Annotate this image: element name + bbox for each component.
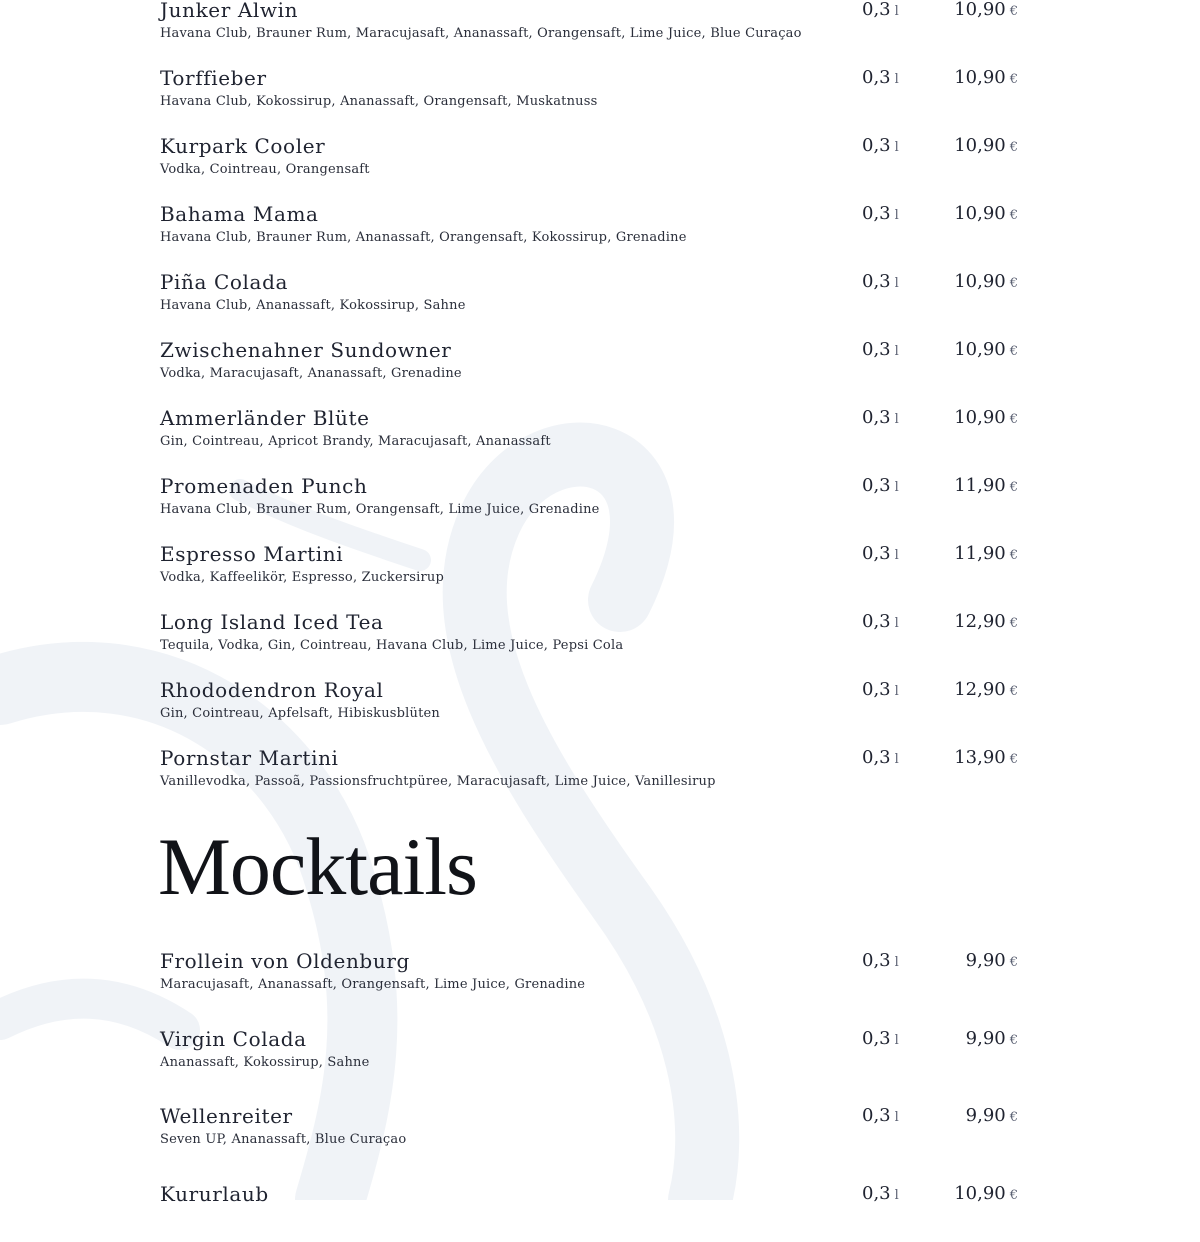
item-volume — [862, 679, 899, 700]
menu-item-espresso-martini — [160, 542, 1020, 602]
menu-item-virgin-colada — [160, 1027, 1020, 1087]
price-currency: € — [1009, 955, 1018, 970]
item-name: Rhododendron Royal — [160, 678, 384, 702]
price-value: 10,90 — [954, 67, 1006, 88]
item-name: Pornstar Martini — [160, 746, 339, 770]
item-volume — [862, 950, 899, 971]
item-volume — [862, 135, 899, 156]
item-volume — [862, 1183, 899, 1204]
item-volume — [862, 611, 899, 632]
item-price — [954, 747, 1018, 768]
item-ingredients: Tequila, Vodka, Gin, Cointreau, Havana Club, Lime Juice, Pepsi Cola — [160, 638, 624, 653]
volume-unit: l — [894, 276, 899, 291]
menu-item-ammerlaender-bluete — [160, 406, 1020, 466]
price-value: 10,90 — [954, 135, 1006, 156]
item-volume — [862, 0, 899, 20]
volume-unit: l — [894, 616, 899, 631]
item-price — [954, 339, 1018, 360]
item-price — [954, 543, 1018, 564]
item-ingredients: Havana Club, Brauner Rum, Maracujasaft, Ananassaft, Orangensaft, Lime Juice, Blue Curaçao — [160, 26, 802, 41]
item-volume — [862, 407, 899, 428]
item-volume — [862, 747, 899, 768]
item-ingredients: Havana Club, Ananassaft, Kokossirup, Sahne — [160, 298, 466, 313]
price-currency: € — [1009, 4, 1018, 19]
volume-unit: l — [894, 344, 899, 359]
volume-value: 0,3 — [862, 339, 891, 360]
volume-value: 0,3 — [862, 1105, 891, 1126]
menu-item-long-island-iced-tea — [160, 610, 1020, 670]
volume-value: 0,3 — [862, 543, 891, 564]
item-name: Kurpark Cooler — [160, 134, 326, 158]
price-value: 13,90 — [954, 747, 1006, 768]
item-ingredients: Havana Club, Brauner Rum, Ananassaft, Orangensaft, Kokossirup, Grenadine — [160, 230, 687, 245]
price-value: 11,90 — [954, 475, 1006, 496]
volume-value: 0,3 — [862, 1028, 891, 1049]
menu-item-pornstar-martini — [160, 746, 1020, 806]
item-volume — [862, 339, 899, 360]
item-price — [954, 475, 1018, 496]
volume-unit: l — [894, 1188, 899, 1203]
price-value: 12,90 — [954, 679, 1006, 700]
volume-value: 0,3 — [862, 747, 891, 768]
item-ingredients: Seven UP, Ananassaft, Blue Curaçao — [160, 1132, 407, 1147]
item-ingredients: Maracujasaft, Ananassaft, Orangensaft, Lime Juice, Grenadine — [160, 977, 586, 992]
volume-value: 0,3 — [862, 475, 891, 496]
item-price — [954, 271, 1018, 292]
item-price — [966, 1028, 1018, 1049]
price-currency: € — [1009, 344, 1018, 359]
item-name: Bahama Mama — [160, 202, 319, 226]
volume-unit: l — [894, 208, 899, 223]
volume-value: 0,3 — [862, 135, 891, 156]
price-currency: € — [1009, 548, 1018, 563]
item-price — [954, 0, 1018, 20]
menu-item-zwischenahner-sundowner — [160, 338, 1020, 398]
item-name: Wellenreiter — [160, 1104, 293, 1128]
item-price — [954, 1183, 1018, 1204]
price-value: 9,90 — [965, 1105, 1006, 1126]
volume-value: 0,3 — [862, 67, 891, 88]
item-name: Ammerländer Blüte — [160, 406, 370, 430]
price-value: 10,90 — [954, 1183, 1006, 1204]
volume-unit: l — [894, 548, 899, 563]
section-heading-mocktails: Mocktails — [158, 821, 477, 912]
item-name: Zwischenahner Sundowner — [160, 338, 452, 362]
item-volume — [862, 67, 899, 88]
item-volume — [862, 271, 899, 292]
item-price — [966, 950, 1018, 971]
price-value: 12,90 — [954, 611, 1006, 632]
item-name: Espresso Martini — [160, 542, 344, 566]
item-name: Virgin Colada — [160, 1027, 307, 1051]
price-value: 10,90 — [954, 0, 1006, 20]
price-value: 10,90 — [954, 407, 1006, 428]
item-price — [966, 1105, 1018, 1126]
item-price — [954, 135, 1018, 156]
item-name: Promenaden Punch — [160, 474, 368, 498]
volume-value: 0,3 — [862, 950, 891, 971]
item-ingredients: Gin, Cointreau, Apfelsaft, Hibiskusblüten — [160, 706, 441, 721]
item-price — [954, 203, 1018, 224]
volume-unit: l — [894, 480, 899, 495]
volume-unit: l — [894, 412, 899, 427]
volume-unit: l — [894, 1033, 899, 1048]
item-volume — [862, 1028, 899, 1049]
item-volume — [862, 475, 899, 496]
volume-unit: l — [894, 140, 899, 155]
volume-unit: l — [894, 72, 899, 87]
volume-value: 0,3 — [862, 407, 891, 428]
item-volume — [862, 203, 899, 224]
price-value: 10,90 — [954, 203, 1006, 224]
price-value: 10,90 — [954, 271, 1006, 292]
price-value: 9,90 — [965, 950, 1006, 971]
item-name: Frollein von Oldenburg — [160, 949, 410, 973]
item-ingredients: Ananassaft, Kokossirup, Sahne — [160, 1055, 370, 1070]
item-name: Junker Alwin — [160, 0, 299, 22]
price-value: 11,90 — [954, 543, 1006, 564]
item-name: Piña Colada — [160, 270, 289, 294]
price-currency: € — [1009, 276, 1018, 291]
menu-item-pina-colada — [160, 270, 1020, 330]
price-currency: € — [1009, 412, 1018, 427]
price-currency: € — [1009, 1033, 1018, 1048]
price-currency: € — [1009, 684, 1018, 699]
item-price — [954, 67, 1018, 88]
item-volume — [862, 543, 899, 564]
menu-item-kurpark-cooler — [160, 134, 1020, 194]
item-name: Long Island Iced Tea — [160, 610, 384, 634]
price-currency: € — [1009, 480, 1018, 495]
item-ingredients: Vodka, Kaffeelikör, Espresso, Zuckersirup — [160, 570, 445, 585]
item-name: Torffieber — [160, 66, 267, 90]
menu-item-bahama-mama — [160, 202, 1020, 262]
volume-value: 0,3 — [862, 611, 891, 632]
price-currency: € — [1009, 140, 1018, 155]
volume-value: 0,3 — [862, 679, 891, 700]
volume-unit: l — [894, 684, 899, 699]
item-volume — [862, 1105, 899, 1126]
volume-value: 0,3 — [862, 0, 891, 20]
item-ingredients: Havana Club, Kokossirup, Ananassaft, Orangensaft, Muskatnuss — [160, 94, 598, 109]
item-price — [954, 679, 1018, 700]
price-currency: € — [1009, 1188, 1018, 1203]
menu-item-promenaden-punch — [160, 474, 1020, 534]
price-value: 9,90 — [965, 1028, 1006, 1049]
volume-unit: l — [894, 752, 899, 767]
menu-item-rhododendron-royal — [160, 678, 1020, 738]
item-ingredients: Vanillevodka, Passoã, Passionsfruchtpüree, Maracujasaft, Lime Juice, Vanillesirup — [160, 774, 716, 789]
item-ingredients: Havana Club, Brauner Rum, Orangensaft, Lime Juice, Grenadine — [160, 502, 600, 517]
item-price — [954, 611, 1018, 632]
volume-unit: l — [894, 4, 899, 19]
menu-item-kururlaub — [160, 1182, 1020, 1242]
volume-unit: l — [894, 955, 899, 970]
item-ingredients: Gin, Cointreau, Apricot Brandy, Maracujasaft, Ananassaft — [160, 434, 551, 449]
item-ingredients: Vodka, Maracujasaft, Ananassaft, Grenadine — [160, 366, 462, 381]
price-currency: € — [1009, 72, 1018, 87]
item-name: Kururlaub — [160, 1182, 269, 1206]
volume-value: 0,3 — [862, 1183, 891, 1204]
menu-item-junker-alwin — [160, 0, 1020, 58]
price-currency: € — [1009, 752, 1018, 767]
volume-value: 0,3 — [862, 271, 891, 292]
menu-item-frollein-von-oldenburg — [160, 949, 1020, 1009]
menu-item-torffieber — [160, 66, 1020, 126]
price-value: 10,90 — [954, 339, 1006, 360]
item-price — [954, 407, 1018, 428]
menu-item-wellenreiter — [160, 1104, 1020, 1164]
item-ingredients: Vodka, Cointreau, Orangensaft — [160, 162, 370, 177]
price-currency: € — [1009, 1110, 1018, 1125]
price-currency: € — [1009, 616, 1018, 631]
volume-unit: l — [894, 1110, 899, 1125]
price-currency: € — [1009, 208, 1018, 223]
volume-value: 0,3 — [862, 203, 891, 224]
